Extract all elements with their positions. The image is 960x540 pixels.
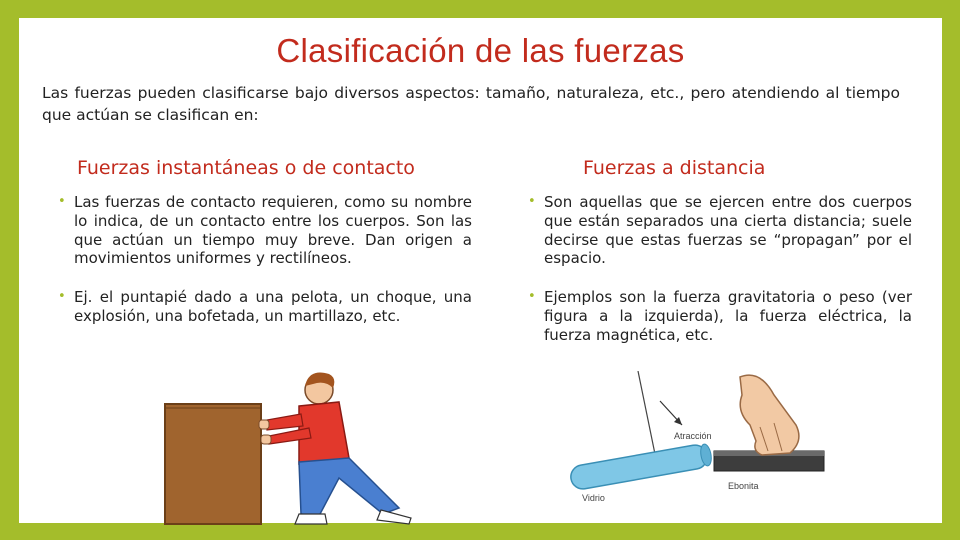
bullet-dot-icon: • (58, 194, 66, 209)
slide (19, 18, 942, 523)
attraction-label: Atracción (674, 431, 712, 441)
list-item (56, 193, 472, 268)
intro-paragraph: Las fuerzas pueden clasificarse bajo diversos aspectos: tamaño, naturaleza, etc., pero atendiendo al tiempo que actúan se clasifican en: (42, 84, 900, 124)
bullet-dot-icon: • (58, 289, 66, 305)
ebonite-label: Ebonita (728, 481, 759, 491)
list-item-text: Las fuerzas de contacto requieren, como su nombre lo indica, de un contacto entre los cuerpos. Son las que actúan un tiempo muy breve. Dan origen a movimientos uniformes y rectilíneos. (74, 193, 472, 268)
list-item-text: Ej. el puntapié dado a una pelota, un choque, una explosión, una bofetada, un martillazo, etc. (74, 288, 472, 325)
hand (740, 375, 799, 455)
list-item (526, 288, 912, 344)
list-item-text: Ejemplos son la fuerza gravitatoria o peso (ver figura a la izquierda), la fuerza eléctrica, la fuerza magnética, etc. (544, 288, 912, 344)
contact-forces-list (56, 193, 472, 346)
distance-forces-list (526, 193, 912, 365)
wooden-box (165, 404, 261, 524)
distance-forces-heading: Fuerzas a distancia (583, 157, 766, 179)
bullet-dot-icon: • (528, 194, 536, 209)
glass-label: Vidrio (582, 493, 605, 503)
thread-line (638, 371, 656, 459)
person-pushing-box-illustration (149, 368, 449, 526)
list-item (56, 288, 472, 326)
person-jeans (299, 458, 399, 516)
list-item-text: Son aquellas que se ejercen entre dos cuerpos que están separados una cierta distancia; suele decirse que estas fuerzas se “propagan” por el espacio. (544, 193, 912, 268)
bullet-dot-icon: • (528, 289, 536, 305)
glass-rod (569, 443, 709, 491)
list-item (526, 193, 912, 268)
slide-title: Clasificación de las fuerzas (276, 32, 685, 69)
glass-ebonite-attraction-illustration (564, 371, 827, 521)
contact-forces-heading: Fuerzas instantáneas o de contacto (77, 157, 415, 179)
